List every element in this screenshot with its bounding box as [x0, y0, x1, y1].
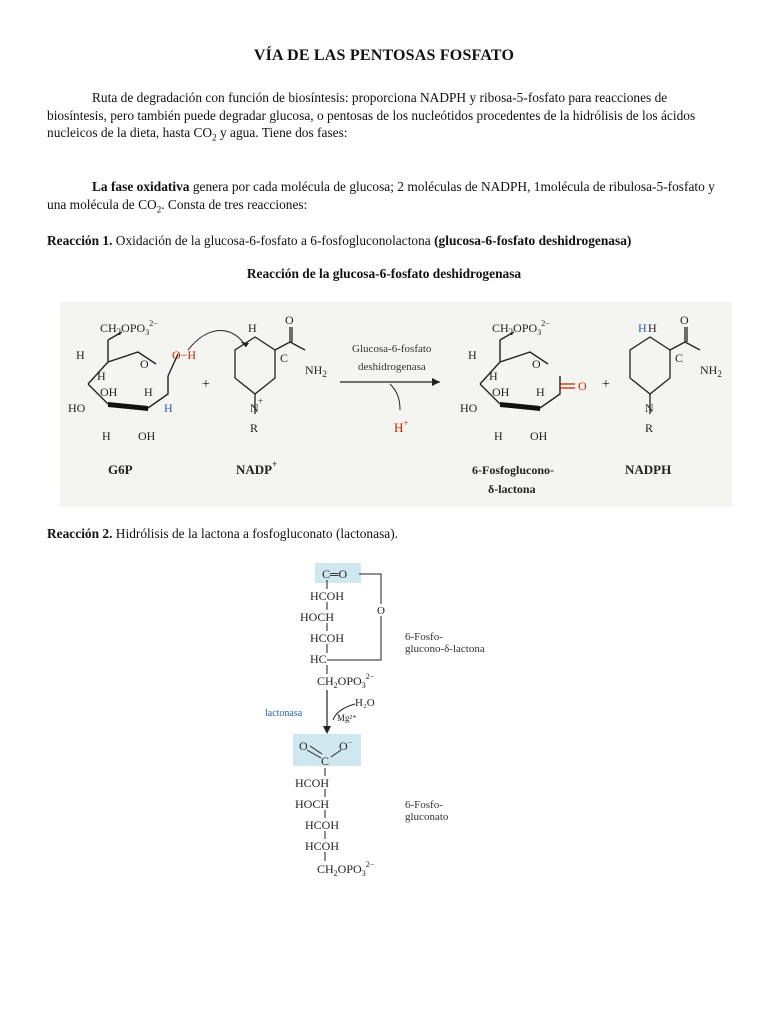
svg-text:O: O — [532, 357, 541, 371]
lactonase-reaction-figure — [255, 558, 545, 888]
svg-text:H: H — [76, 348, 85, 362]
lactone-label-1: 6-Fosfoglucono- — [472, 463, 554, 477]
svg-text:H: H — [489, 369, 498, 383]
lactonase-label: lactonasa — [265, 708, 303, 719]
phase-text-1: genera por cada molécula de glucosa; 2 moléculas de NADPH, 1molécula de ribulosa-5-fosfato y una molécula de CO — [47, 179, 715, 212]
svg-text:H: H — [494, 429, 503, 443]
svg-text:HC: HC — [310, 652, 327, 666]
svg-text:NH2: $NH_2$ — [305, 363, 327, 379]
svg-text:H: H — [102, 429, 111, 443]
intro-text-2: y agua. Tiene dos fases: — [216, 125, 348, 140]
svg-text:N: N — [250, 401, 259, 415]
enzyme-label-2: deshidrogenasa — [358, 361, 426, 373]
svg-text:H: H — [648, 321, 657, 335]
svg-text:+: + — [258, 396, 264, 406]
svg-text:O: O — [285, 313, 294, 327]
svg-text:H: H — [536, 385, 545, 399]
nadph-hydride-blue: H — [638, 321, 647, 335]
svg-text:HO: HO — [68, 401, 86, 415]
g6pd-reaction-figure — [60, 302, 732, 507]
reaction2-label: Reacción 2. — [47, 526, 113, 541]
svg-text:NH2: $NH_2$ — [700, 363, 722, 379]
svg-text:OH: OH — [138, 429, 156, 443]
lactone-name-2: glucono-δ-lactona — [405, 643, 485, 655]
gluconate-name-2: gluconato — [405, 811, 449, 823]
svg-text:H: H — [97, 369, 106, 383]
svg-text:CH2OPO32−: $CH_2OPO_3^{2-}$ — [317, 860, 375, 878]
reaction1-label: Reacción 1. — [47, 233, 113, 248]
svg-text:CH2OPO32−: $CH_2OPO_3^{2-}$ — [317, 672, 375, 690]
intro-subscript: 2 — [212, 132, 217, 143]
ring-oxygen: O — [377, 605, 385, 617]
figure1-title: Reacción de la glucosa-6-fosfato deshidrogenasa — [246, 266, 522, 281]
svg-text:CH2OPO32−: $CH_2OPO_3^{2-}$ — [100, 319, 158, 337]
svg-text:OH: OH — [100, 385, 118, 399]
svg-text:HO: HO — [460, 401, 478, 415]
water-label: H₂O — [355, 697, 375, 709]
proton-label: H+ — [394, 418, 409, 435]
reaction1-paragraph — [47, 232, 727, 250]
g6p-hydroxyl-red: O−H — [172, 348, 197, 362]
svg-text:HOCH: HOCH — [295, 797, 330, 811]
plus-2: + — [602, 377, 610, 392]
g6p-hydride-blue: H — [164, 401, 173, 415]
reaction2-text: Hidrólisis de la lactona a fosfogluconato (lactonasa). — [112, 526, 399, 541]
reaction2-paragraph — [47, 525, 727, 543]
g6p-label: G6P — [108, 462, 133, 477]
enzyme-label-1: Glucosa-6-fosfato — [352, 343, 432, 355]
phase-heading: La fase oxidativa — [92, 179, 190, 194]
gluconate-name-1: 6-Fosfo- — [405, 799, 443, 811]
svg-text:O: O — [299, 739, 308, 753]
reaction1-enzyme: (glucosa-6-fosfato deshidrogenasa) — [434, 233, 632, 248]
plus-1: + — [202, 377, 210, 392]
lactone-label-2: δ-lactona — [488, 482, 536, 496]
lactone-name-1: 6-Fosfo- — [405, 631, 443, 643]
intro-paragraph — [47, 89, 727, 147]
phase-paragraph — [47, 178, 727, 219]
nadph-label: NADPH — [625, 462, 672, 477]
reaction1-text: Oxidación de la glucosa-6-fosfato a 6-fosfogluconolactona — [112, 233, 435, 248]
svg-text:H: H — [248, 321, 257, 335]
svg-text:O: O — [140, 357, 149, 371]
svg-text:OH: OH — [492, 385, 510, 399]
svg-text:C═O: C═O — [322, 567, 348, 581]
svg-text:HCOH: HCOH — [295, 776, 330, 790]
svg-text:C: C — [280, 351, 289, 365]
phase-text-2: . Consta de tres reacciones: — [161, 196, 308, 212]
intro-text-1: Ruta de degradación con función de biosíntesis: proporciona NADPH y ribosa-5-fosfato para reacciones de biosíntesis, pero también puede degradar glucosa, o pentosas de los nucleótidos procedentes de la hidrólisis de los ácidos nucleicos de la dieta, hasta CO — [47, 90, 696, 140]
svg-text:CH2OPO32−: $CH_2OPO_3^{2-}$ — [492, 319, 550, 337]
svg-text:HOCH: HOCH — [300, 610, 335, 624]
svg-text:N: N — [645, 401, 654, 415]
lactone-chain — [300, 567, 375, 690]
carbonyl-oxygen: O — [578, 379, 587, 393]
nadp-label: NADP+ — [236, 459, 278, 477]
svg-text:H: H — [468, 348, 477, 362]
svg-text:R: R — [250, 421, 259, 435]
svg-text:HCOH: HCOH — [310, 631, 345, 645]
svg-text:OH: OH — [530, 429, 548, 443]
hydrolysis-arrowhead — [323, 726, 331, 734]
svg-text:HCOH: HCOH — [305, 818, 340, 832]
page-title: VÍA DE LAS PENTOSAS FOSFATO — [253, 47, 515, 64]
magnesium-label: Mg²⁺ — [337, 713, 357, 723]
svg-text:C: C — [675, 351, 684, 365]
svg-text:C: C — [321, 754, 330, 768]
svg-text:H: H — [144, 385, 153, 399]
svg-text:R: R — [645, 421, 654, 435]
svg-text:O−: O− — [339, 738, 353, 753]
svg-text:HCOH: HCOH — [305, 839, 340, 853]
svg-text:HCOH: HCOH — [310, 589, 345, 603]
svg-text:O: O — [680, 313, 689, 327]
phase-subscript: 2 — [156, 204, 162, 215]
